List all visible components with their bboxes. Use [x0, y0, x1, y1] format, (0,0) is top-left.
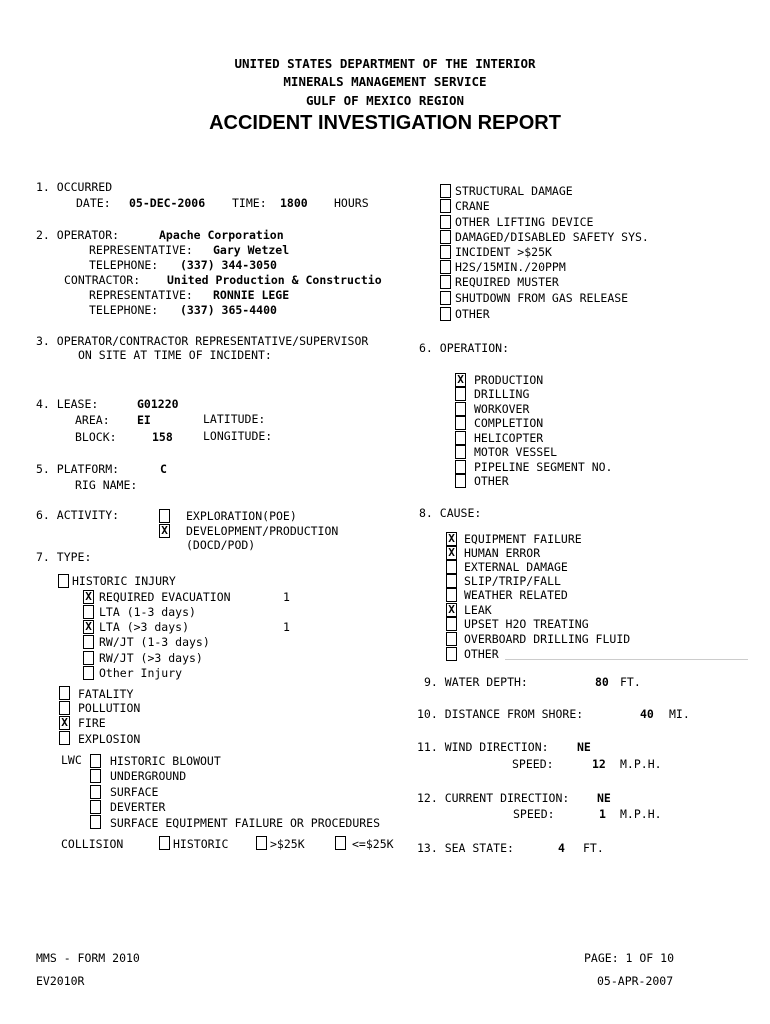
block-value: 158: [152, 430, 173, 444]
sea-state-value: 4: [558, 841, 565, 855]
damage-checkbox[interactable]: [440, 230, 451, 244]
operation-label: HELICOPTER: [474, 431, 544, 445]
footer-form: MMS - FORM 2010: [36, 951, 140, 965]
water-depth-label: 9. WATER DEPTH:: [424, 675, 528, 689]
distance-value: 40: [640, 707, 654, 721]
operation-label: MOTOR VESSEL: [474, 445, 558, 459]
rep-label: REPRESENTATIVE:: [89, 243, 193, 257]
damage-checkbox[interactable]: [440, 291, 451, 305]
lease-value: G01220: [137, 397, 179, 411]
damage-checkbox[interactable]: [440, 260, 451, 274]
date-value: 05-DEC-2006: [129, 196, 206, 210]
contractor-rep-value: RONNIE LEGE: [213, 288, 290, 302]
cause-label: WEATHER RELATED: [464, 588, 568, 602]
contractor-rep-label: REPRESENTATIVE:: [89, 288, 193, 302]
lwc-label: LWC: [61, 753, 82, 767]
contractor-tel-label: TELEPHONE:: [89, 303, 159, 317]
cause-checkbox[interactable]: [446, 632, 457, 646]
header-line2: MINERALS MANAGEMENT SERVICE: [283, 74, 487, 89]
cause-checkbox[interactable]: [446, 647, 457, 661]
header-line3: GULF OF MEXICO REGION: [305, 93, 465, 108]
cause-label: HUMAN ERROR: [464, 546, 541, 560]
operation-checkbox[interactable]: [455, 387, 466, 401]
cause-label: 8. CAUSE:: [419, 506, 482, 520]
damage-label: INCIDENT >$25K: [455, 245, 552, 259]
sea-state-unit: FT.: [583, 841, 604, 855]
occurred-label: 1. OCCURRED: [36, 180, 113, 194]
operator-name: Apache Corporation: [159, 228, 284, 242]
cause-label: LEAK: [464, 603, 492, 617]
damage-checkbox[interactable]: [440, 199, 451, 213]
supervisor-line1: 3. OPERATOR/CONTRACTOR REPRESENTATIVE/SUPERVISOR: [36, 334, 369, 348]
cause-checkbox[interactable]: [446, 588, 457, 602]
time-label: TIME:: [232, 196, 267, 210]
damage-checkbox[interactable]: [440, 275, 451, 289]
pollution-checkbox[interactable]: [59, 701, 70, 715]
wind-direction-label: 11. WIND DIRECTION:: [417, 740, 549, 754]
operation-label: 6. OPERATION:: [419, 341, 510, 355]
surf-equip-checkbox[interactable]: [90, 815, 101, 829]
surf-equip-label: SURFACE EQUIPMENT FAILURE OR PROCEDURES: [110, 816, 381, 830]
damage-label: H2S/15MIN./20PPM: [455, 260, 566, 274]
hist-blowout-label: HISTORIC BLOWOUT: [110, 754, 221, 768]
collision-gt25k-label: >$25K: [270, 837, 305, 851]
longitude-label: LONGITUDE:: [203, 429, 273, 443]
latitude-label: LATITUDE:: [203, 412, 266, 426]
current-direction-value: NE: [597, 791, 611, 805]
current-speed-unit: M.P.H.: [620, 807, 662, 821]
cause-label: OVERBOARD DRILLING FLUID: [464, 632, 631, 646]
footer-date: 05-APR-2007: [597, 974, 674, 988]
contractor-label: CONTRACTOR:: [64, 273, 141, 287]
explosion-label: EXPLOSION: [78, 732, 141, 746]
rwjt3-label: RW/JT (>3 days): [99, 651, 203, 665]
historic-injury-label: HISTORIC INJURY: [72, 574, 176, 588]
distance-label: 10. DISTANCE FROM SHORE:: [417, 707, 584, 721]
activity-exploration-checkbox[interactable]: [159, 509, 170, 523]
lta3-label: LTA (>3 days): [99, 620, 190, 634]
rep-value: Gary Wetzel: [213, 243, 290, 257]
rwjt13-label: RW/JT (1-3 days): [99, 635, 210, 649]
pollution-label: POLLUTION: [78, 701, 141, 715]
hours-label: HOURS: [334, 196, 369, 210]
platform-label: 5. PLATFORM:: [36, 462, 120, 476]
date-label: DATE:: [76, 196, 111, 210]
water-depth-unit: FT.: [620, 675, 641, 689]
operator-label: 2. OPERATOR:: [36, 228, 120, 242]
block-label: BLOCK:: [75, 430, 117, 444]
page-title: ACCIDENT INVESTIGATION REPORT: [209, 112, 561, 134]
tel-value: (337) 344-3050: [180, 258, 277, 272]
explosion-checkbox[interactable]: [59, 731, 70, 745]
underground-checkbox[interactable]: [90, 769, 101, 783]
platform-value: C: [160, 462, 167, 476]
historic-injury-checkbox[interactable]: [58, 574, 69, 588]
tel-label: TELEPHONE:: [89, 258, 159, 272]
operation-checkbox[interactable]: [455, 460, 466, 474]
header-line1: UNITED STATES DEPARTMENT OF THE INTERIOR: [234, 56, 536, 71]
lta3-checkbox[interactable]: X: [83, 620, 94, 634]
other-injury-label: Other Injury: [99, 666, 183, 680]
cause-checkbox[interactable]: X: [446, 603, 457, 617]
collision-gt25k-checkbox[interactable]: [256, 836, 267, 850]
req-evac-count: 1: [283, 590, 290, 604]
fire-label: FIRE: [78, 716, 106, 730]
operation-checkbox[interactable]: [455, 474, 466, 488]
cause-label: UPSET H2O TREATING: [464, 617, 589, 631]
surface-checkbox[interactable]: [90, 785, 101, 799]
collision-historic-checkbox[interactable]: [159, 836, 170, 850]
fatality-label: FATALITY: [78, 687, 134, 701]
req-evac-checkbox[interactable]: X: [83, 590, 94, 604]
area-label: AREA:: [75, 413, 110, 427]
water-depth-value: 80: [595, 675, 609, 689]
operation-label: PRODUCTION: [474, 373, 544, 387]
deverter-checkbox[interactable]: [90, 800, 101, 814]
rig-name-label: RIG NAME:: [75, 478, 138, 492]
distance-unit: MI.: [669, 707, 690, 721]
rwjt3-checkbox[interactable]: [83, 651, 94, 665]
operation-label: DRILLING: [474, 387, 530, 401]
contractor-value: United Production & Constructio: [167, 273, 382, 287]
deverter-label: DEVERTER: [110, 800, 166, 814]
collision-le25k-checkbox[interactable]: [335, 836, 346, 850]
operation-checkbox[interactable]: [455, 402, 466, 416]
activity-development-checkbox[interactable]: X: [159, 524, 170, 538]
damage-checkbox[interactable]: [440, 245, 451, 259]
operation-checkbox[interactable]: [455, 416, 466, 430]
activity-exploration-label: EXPLORATION(POE): [186, 509, 297, 523]
lta13-checkbox[interactable]: [83, 605, 94, 619]
damage-label: REQUIRED MUSTER: [455, 275, 559, 289]
collision-le25k-label: <=$25K: [352, 837, 394, 851]
area-value: EI: [137, 413, 151, 427]
damage-label: SHUTDOWN FROM GAS RELEASE: [455, 291, 629, 305]
time-value: 1800: [280, 196, 308, 210]
operation-checkbox[interactable]: [455, 431, 466, 445]
operation-label: COMPLETION: [474, 416, 544, 430]
type-label: 7. TYPE:: [36, 550, 92, 564]
operation-checkbox[interactable]: [455, 445, 466, 459]
sea-state-label: 13. SEA STATE:: [417, 841, 514, 855]
lta13-label: LTA (1-3 days): [99, 605, 196, 619]
wind-speed-unit: M.P.H.: [620, 757, 662, 771]
wind-speed-label: SPEED:: [512, 757, 554, 771]
cause-label: OTHER: [464, 647, 499, 661]
cause-label: SLIP/TRIP/FALL: [464, 574, 561, 588]
req-evac-label: REQUIRED EVACUATION: [99, 590, 231, 604]
operation-label: PIPELINE SEGMENT NO.: [474, 460, 613, 474]
rwjt13-checkbox[interactable]: [83, 635, 94, 649]
cause-label: EXTERNAL DAMAGE: [464, 560, 568, 574]
fatality-checkbox[interactable]: [59, 686, 70, 700]
damage-label: DAMAGED/DISABLED SAFETY SYS.: [455, 230, 649, 244]
cause-checkbox[interactable]: [446, 574, 457, 588]
collision-label: COLLISION: [61, 837, 124, 851]
activity-label: 6. ACTIVITY:: [36, 508, 120, 522]
cause-label: EQUIPMENT FAILURE: [464, 532, 582, 546]
collision-historic-label: HISTORIC: [173, 837, 229, 851]
cause-checkbox[interactable]: X: [446, 546, 457, 560]
damage-label: STRUCTURAL DAMAGE: [455, 184, 573, 198]
damage-checkbox[interactable]: [440, 307, 451, 321]
operation-label: OTHER: [474, 474, 509, 488]
damage-checkbox[interactable]: [440, 215, 451, 229]
operation-label: WORKOVER: [474, 402, 530, 416]
cause-checkbox[interactable]: [446, 560, 457, 574]
hist-blowout-checkbox[interactable]: [90, 754, 101, 768]
operation-checkbox[interactable]: X: [455, 373, 466, 387]
damage-label: OTHER LIFTING DEVICE: [455, 215, 594, 229]
other-injury-checkbox[interactable]: [83, 666, 94, 680]
activity-development-label: DEVELOPMENT/PRODUCTION: [186, 524, 339, 538]
damage-label: OTHER: [455, 307, 490, 321]
damage-checkbox[interactable]: [440, 184, 451, 198]
wind-speed-value: 12: [592, 757, 606, 771]
current-direction-label: 12. CURRENT DIRECTION:: [417, 791, 570, 805]
surface-label: SURFACE: [110, 785, 159, 799]
current-speed-label: SPEED:: [513, 807, 555, 821]
cause-other-line: [505, 659, 748, 660]
cause-checkbox[interactable]: X: [446, 532, 457, 546]
lease-label: 4. LEASE:: [36, 397, 99, 411]
lta3-count: 1: [283, 620, 290, 634]
contractor-tel-value: (337) 365-4400: [180, 303, 277, 317]
activity-development-sub: (DOCD/POD): [186, 538, 256, 552]
wind-direction-value: NE: [577, 740, 591, 754]
footer-page: PAGE: 1 OF 10: [584, 951, 675, 965]
supervisor-line2: ON SITE AT TIME OF INCIDENT:: [78, 348, 272, 362]
underground-label: UNDERGROUND: [110, 769, 187, 783]
footer-code: EV2010R: [36, 974, 85, 988]
damage-label: CRANE: [455, 199, 490, 213]
current-speed-value: 1: [599, 807, 606, 821]
cause-checkbox[interactable]: [446, 617, 457, 631]
fire-checkbox[interactable]: X: [59, 716, 70, 730]
